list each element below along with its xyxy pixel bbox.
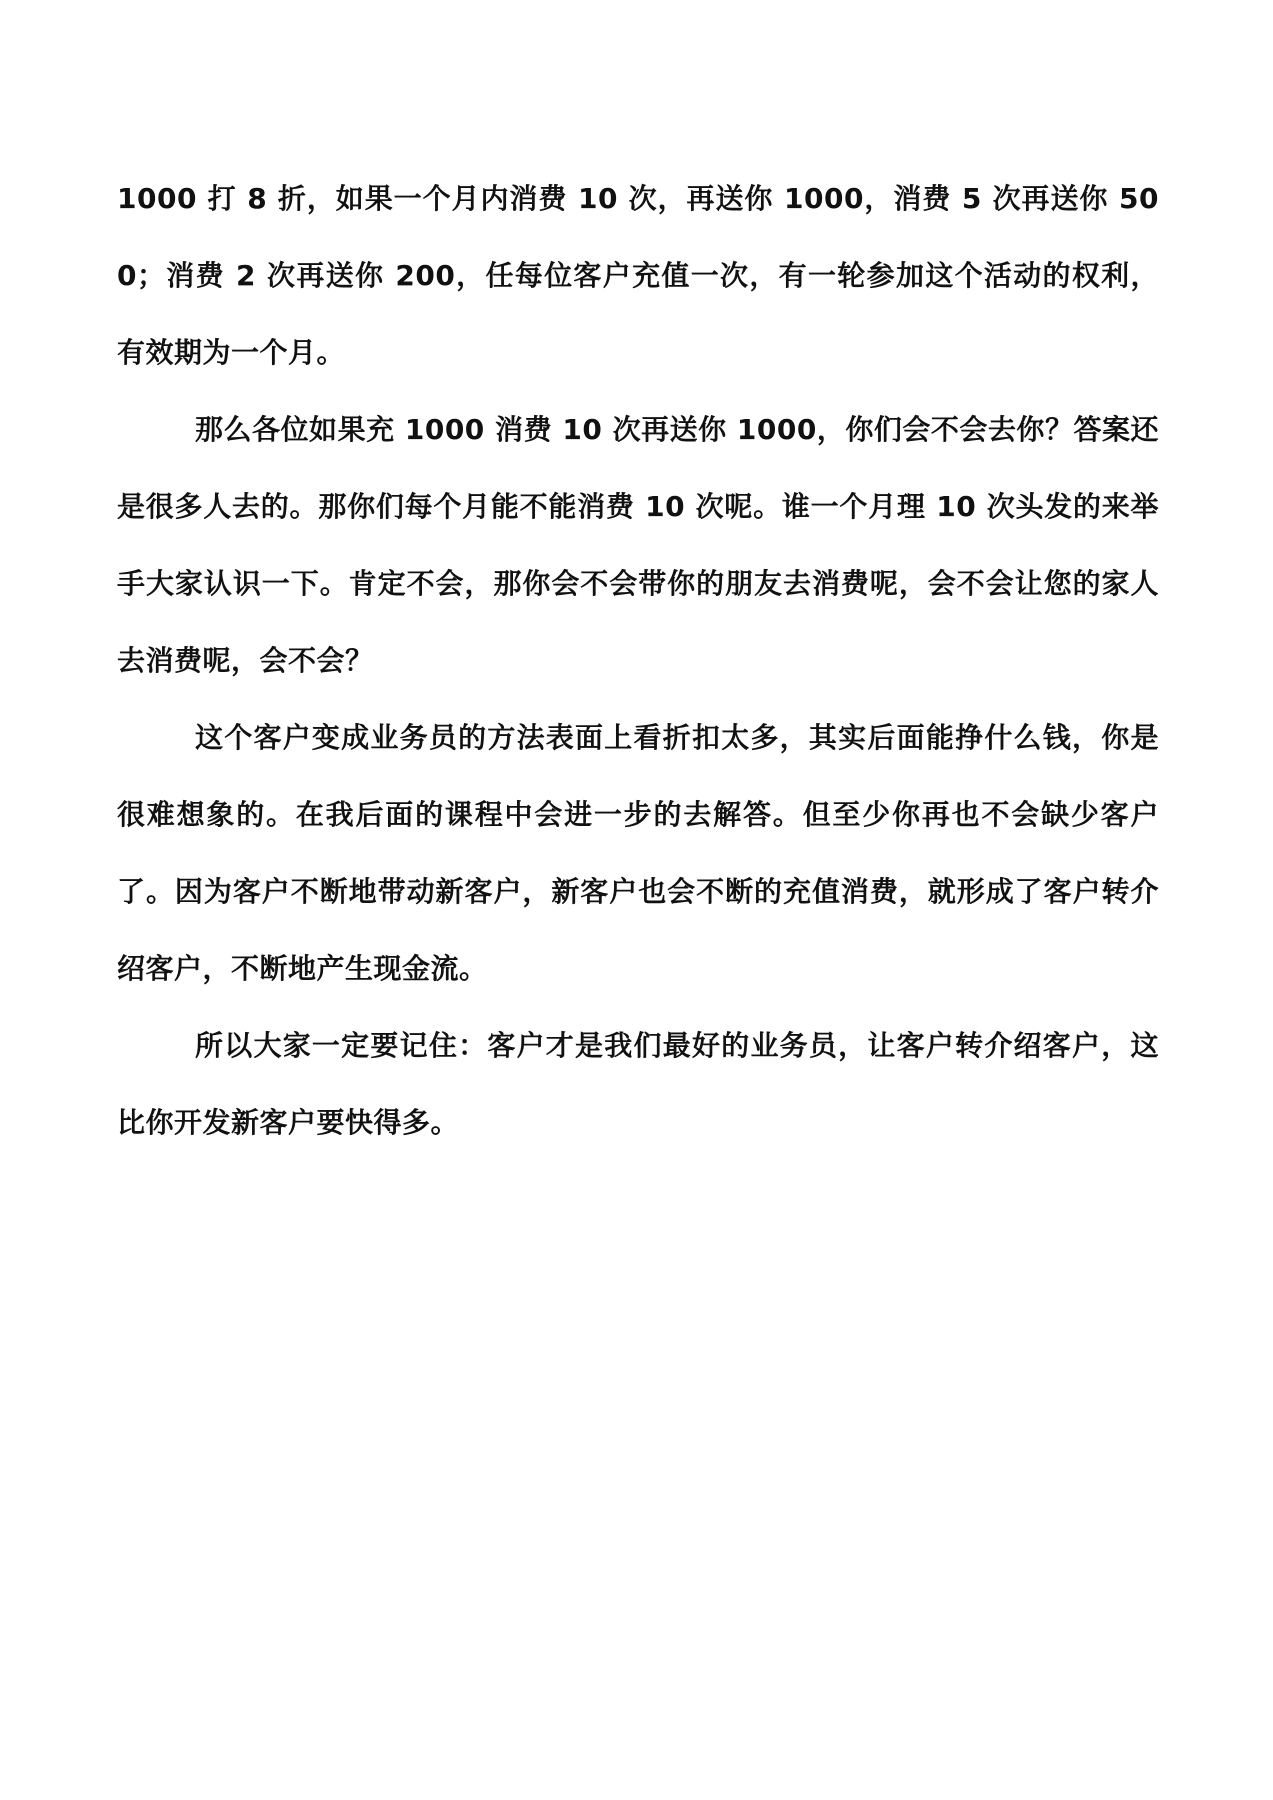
paragraph-4: 所以大家一定要记住：客户才是我们最好的业务员，让客户转介绍客户，这比你开发新客户要快得多。 — [117, 1029, 1159, 1139]
paragraph-3: 这个客户变成业务员的方法表面上看折扣太多，其实后面能挣什么钱，你是很难想象的。在我后面的课程中会进一步的去解答。但至少你再也不会缺少客户了。因为客户不断地带动新客户，新客户也会不断的充值消费，就形成了客户转介绍客户，不断地产生现金流。 — [117, 721, 1159, 985]
paragraph-1: 1000 打 8 折，如果一个月内消费 10 次，再送你 1000，消费 5 次再送你 500；消费 2 次再送你 200，任每位客户充值一次，有一轮参加这个活动的权利，有效期为一个月。 — [117, 182, 1159, 369]
paragraph-2: 那么各位如果充 1000 消费 10 次再送你 1000，你们会不会去你？答案还是很多人去的。那你们每个月能不能消费 10 次呢。谁一个月理 10 次头发的来举手大家认识一下。肯定不会，那你会不会带你的朋友去消费呢，会不会让您的家人去消费呢，会不会？ — [117, 413, 1159, 677]
document-body — [117, 160, 1159, 1161]
